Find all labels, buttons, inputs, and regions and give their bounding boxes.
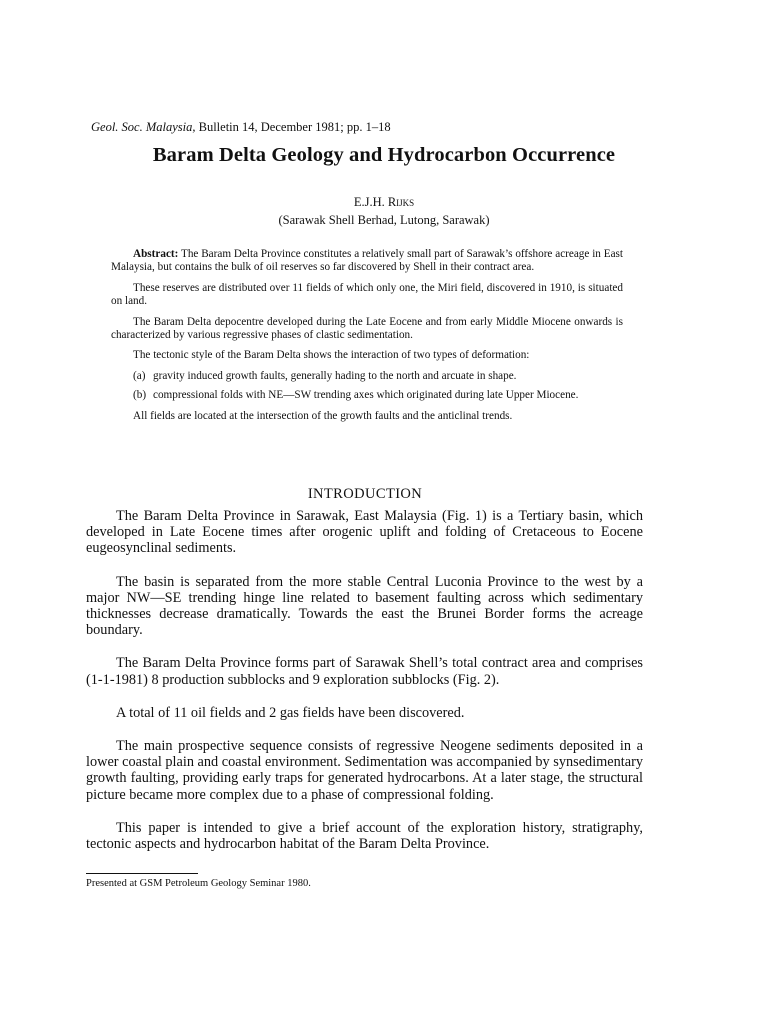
abstract-paragraph <box>111 248 623 275</box>
list-item-text: gravity induced growth faults, generally hading to the north and arcuate in shape. <box>153 369 517 382</box>
author-name <box>0 195 768 210</box>
list-item-text: compressional folds with NE—SW trending axes which originated during late Upper Miocene. <box>153 389 579 402</box>
body-paragraph: The Baram Delta Province forms part of Sarawak Shell’s total contract area and comprises (1-1-1981) 8 production subblocks and 9 exploration subblocks (Fig. 2). <box>86 655 643 688</box>
list-item-tag: (b) <box>133 389 147 402</box>
author-affiliation: (Sarawak Shell Berhad, Lutong, Sarawak) <box>278 213 490 227</box>
journal-issue: Bulletin 14, December 1981; pp. 1–18 <box>195 120 391 134</box>
list-item <box>133 389 623 402</box>
body-paragraph: This paper is intended to give a brief account of the exploration history, stratigraphy, tectonic aspects and hydrocarbon habitat of the Baram Delta Province. <box>86 819 643 853</box>
list-item <box>133 370 623 383</box>
paper-title: Baram Delta Geology and Hydrocarbon Occurrence <box>152 144 616 166</box>
footnote: Presented at GSM Petroleum Geology Seminar 1980. <box>86 878 311 889</box>
abstract-paragraph: These reserves are distributed over 11 fields of which only one, the Miri field, discovered in 1910, is situated on land. <box>111 281 623 308</box>
list-item-tag: (a) <box>133 369 146 382</box>
author-initials: E.J.H. <box>353 195 388 209</box>
footnote-rule <box>86 873 198 874</box>
abstract <box>111 248 623 430</box>
journal-citation <box>91 120 391 135</box>
body-paragraph: The basin is separated from the more stable Central Luconia Province to the west by a major NW—SE trending hinge line related to basement faulting across which sedimentary thicknesses decrease dramatically. Towards the east the Brunei Border forms the acreage boundary. <box>86 573 643 639</box>
author-surname: Rijks <box>387 195 415 209</box>
journal-name: Geol. Soc. Malaysia, <box>91 120 196 134</box>
body-paragraph: The Baram Delta Province in Sarawak, East Malaysia (Fig. 1) is a Tertiary basin, which developed in Late Eocene times after orogenic uplift and folding of Cretaceous to Eocene eugeosynclinal sediments. <box>86 508 643 557</box>
introduction-body <box>86 508 643 869</box>
section-heading: INTRODUCTION <box>307 486 423 502</box>
abstract-text: The Baram Delta Province constitutes a relatively small part of Sarawak’s offshore acreage in East Malaysia, but contains the bulk of oil reserves so far discovered by Shell in their contract area. <box>111 248 623 274</box>
body-paragraph: The main prospective sequence consists of regressive Neogene sediments deposited in a lower coastal plain and coastal environment. Sedimentation was accompanied by synsedimentary growth faulting, providing early traps for generated hydrocarbons. At a later stage, the structural picture became more complex due to a phase of compressional folding. <box>86 738 644 803</box>
abstract-paragraph: All fields are located at the intersection of the growth faults and the anticlinal trends. <box>133 409 513 422</box>
body-paragraph: A total of 11 oil fields and 2 gas fields have been discovered. <box>116 704 465 721</box>
abstract-paragraph: The Baram Delta depocentre developed during the Late Eocene and from early Middle Miocene onwards is characterized by various regressive phases of clastic sedimentation. <box>111 315 623 342</box>
abstract-label: Abstract: <box>133 248 179 260</box>
abstract-paragraph: The tectonic style of the Baram Delta shows the interaction of two types of deformation: <box>133 349 530 362</box>
deformation-list <box>133 370 623 403</box>
